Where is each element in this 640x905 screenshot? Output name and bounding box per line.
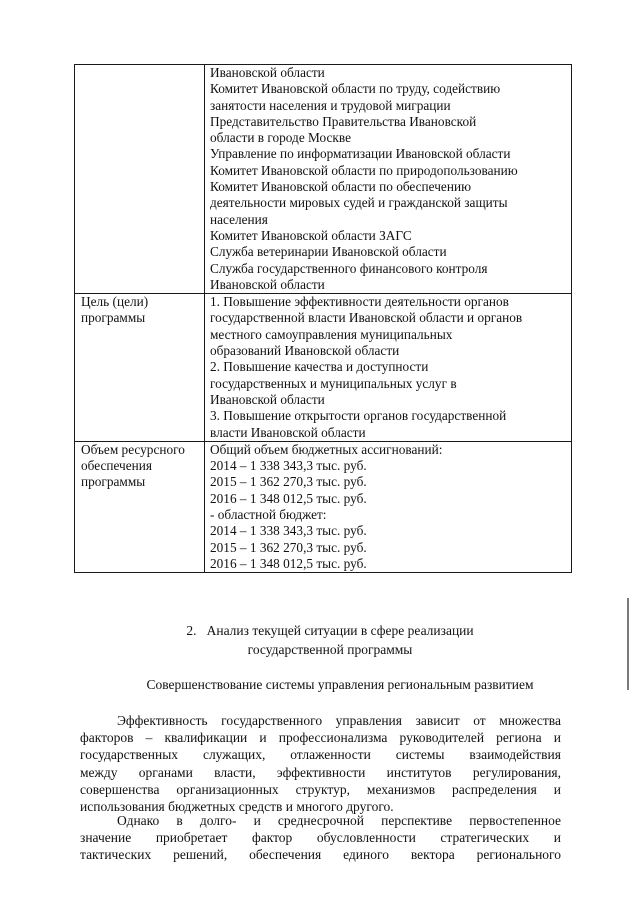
table-row-funding bbox=[75, 441, 572, 572]
scan-edge-mark bbox=[627, 598, 629, 690]
goal-line: 3. Повышение открытости органов государственной bbox=[210, 408, 507, 424]
funding-label-line: обеспечения bbox=[81, 458, 152, 474]
paragraph-line: значение приобретает фактор обусловленности стратегических и bbox=[80, 830, 561, 846]
goal-line: власти Ивановской области bbox=[210, 424, 366, 440]
program-passport-table bbox=[74, 64, 572, 573]
executor-line: Представительство Правительства Ивановской bbox=[210, 113, 477, 129]
paragraph-line: Однако в долго- и среднесрочной перспективе первостепенное bbox=[117, 813, 561, 828]
executor-line: Комитет Ивановской области ЗАГС bbox=[210, 227, 412, 243]
goal-line: Ивановской области bbox=[210, 391, 325, 407]
section-heading-line: государственной программы bbox=[247, 642, 413, 657]
funding-line: 2015 – 1 362 270,3 тыс. руб. bbox=[210, 474, 367, 490]
goal-line: 1. Повышение эффективности деятельности органов bbox=[210, 294, 509, 310]
paragraph-line: использования бюджетных средств и многого другого. bbox=[80, 799, 394, 815]
executor-line: Комитет Ивановской области по природопользованию bbox=[210, 162, 518, 178]
paragraph bbox=[80, 712, 561, 815]
executor-line: занятости населения и трудовой миграции bbox=[210, 97, 451, 113]
funding-line: 2014 – 1 338 343,3 тыс. руб. bbox=[210, 458, 367, 474]
funding-line: 2014 – 1 338 343,3 тыс. руб. bbox=[210, 523, 367, 539]
paragraph-line: тактических решений, обеспечения единого вектора регионального bbox=[80, 847, 561, 863]
executor-line: Служба государственного финансового контроля bbox=[210, 260, 488, 276]
section-subheading: Совершенствование системы управления региональным развитием bbox=[146, 677, 534, 692]
table-row-executors bbox=[75, 65, 572, 294]
funding-line: 2016 – 1 348 012,5 тыс. руб. bbox=[210, 490, 367, 506]
executor-line: области в городе Москве bbox=[210, 130, 351, 146]
goals-label-line: программы bbox=[81, 310, 146, 326]
executor-line: Управление по информатизации Ивановской области bbox=[210, 146, 511, 162]
table-value-cell bbox=[205, 294, 572, 442]
funding-line: Общий объем бюджетных ассигнований: bbox=[210, 441, 443, 457]
goal-line: государственной власти Ивановской области и органов bbox=[210, 310, 523, 326]
goal-line: местного самоуправления муниципальных bbox=[210, 326, 453, 342]
executor-line: Служба ветеринарии Ивановской области bbox=[210, 244, 447, 260]
executor-line: населения bbox=[210, 211, 268, 227]
paragraph-line: Эффективность государственного управления зависит от множества bbox=[117, 713, 561, 728]
funding-label-line: Объем ресурсного bbox=[81, 441, 185, 457]
section-heading bbox=[120, 621, 540, 659]
funding-line: - областной бюджет: bbox=[210, 507, 327, 523]
table-label-cell bbox=[75, 294, 205, 442]
goal-line: образований Ивановской области bbox=[210, 343, 400, 359]
table-row-goals bbox=[75, 294, 572, 442]
funding-label-line: программы bbox=[81, 474, 146, 490]
paragraph-line: государственных служащих, отлаженности системы взаимодействия bbox=[80, 747, 561, 763]
paragraph-line: совершенства организационных структур, механизмов распределения и bbox=[80, 781, 561, 797]
executor-line: Ивановской области bbox=[210, 65, 325, 80]
funding-line: 2016 – 1 348 012,5 тыс. руб. bbox=[210, 555, 367, 571]
executor-line: Комитет Ивановской области по обеспечению bbox=[210, 179, 472, 195]
funding-line: 2015 – 1 362 270,3 тыс. руб. bbox=[210, 539, 367, 555]
goal-line: 2. Повышение качества и доступности bbox=[210, 359, 429, 375]
executor-line: Комитет Ивановской области по труду, содействию bbox=[210, 81, 501, 97]
section-heading-line: 2. Анализ текущей ситуации в сфере реализации bbox=[186, 623, 474, 638]
executor-line: Ивановской области bbox=[210, 276, 325, 292]
table-value-cell bbox=[205, 65, 572, 294]
paragraph-line: факторов – квалификации и профессионализма руководителей региона и bbox=[80, 730, 561, 746]
executor-line: деятельности мировых судей и гражданской защиты bbox=[210, 195, 508, 211]
goal-line: государственных и муниципальных услуг в bbox=[210, 375, 457, 391]
paragraph-line: между органами власти, эффективности институтов регулирования, bbox=[80, 764, 561, 780]
goals-label-line: Цель (цели) bbox=[81, 294, 149, 310]
paragraph bbox=[80, 812, 561, 864]
table-label-cell bbox=[75, 65, 205, 294]
table-label-cell bbox=[75, 441, 205, 572]
table-value-cell bbox=[205, 441, 572, 572]
